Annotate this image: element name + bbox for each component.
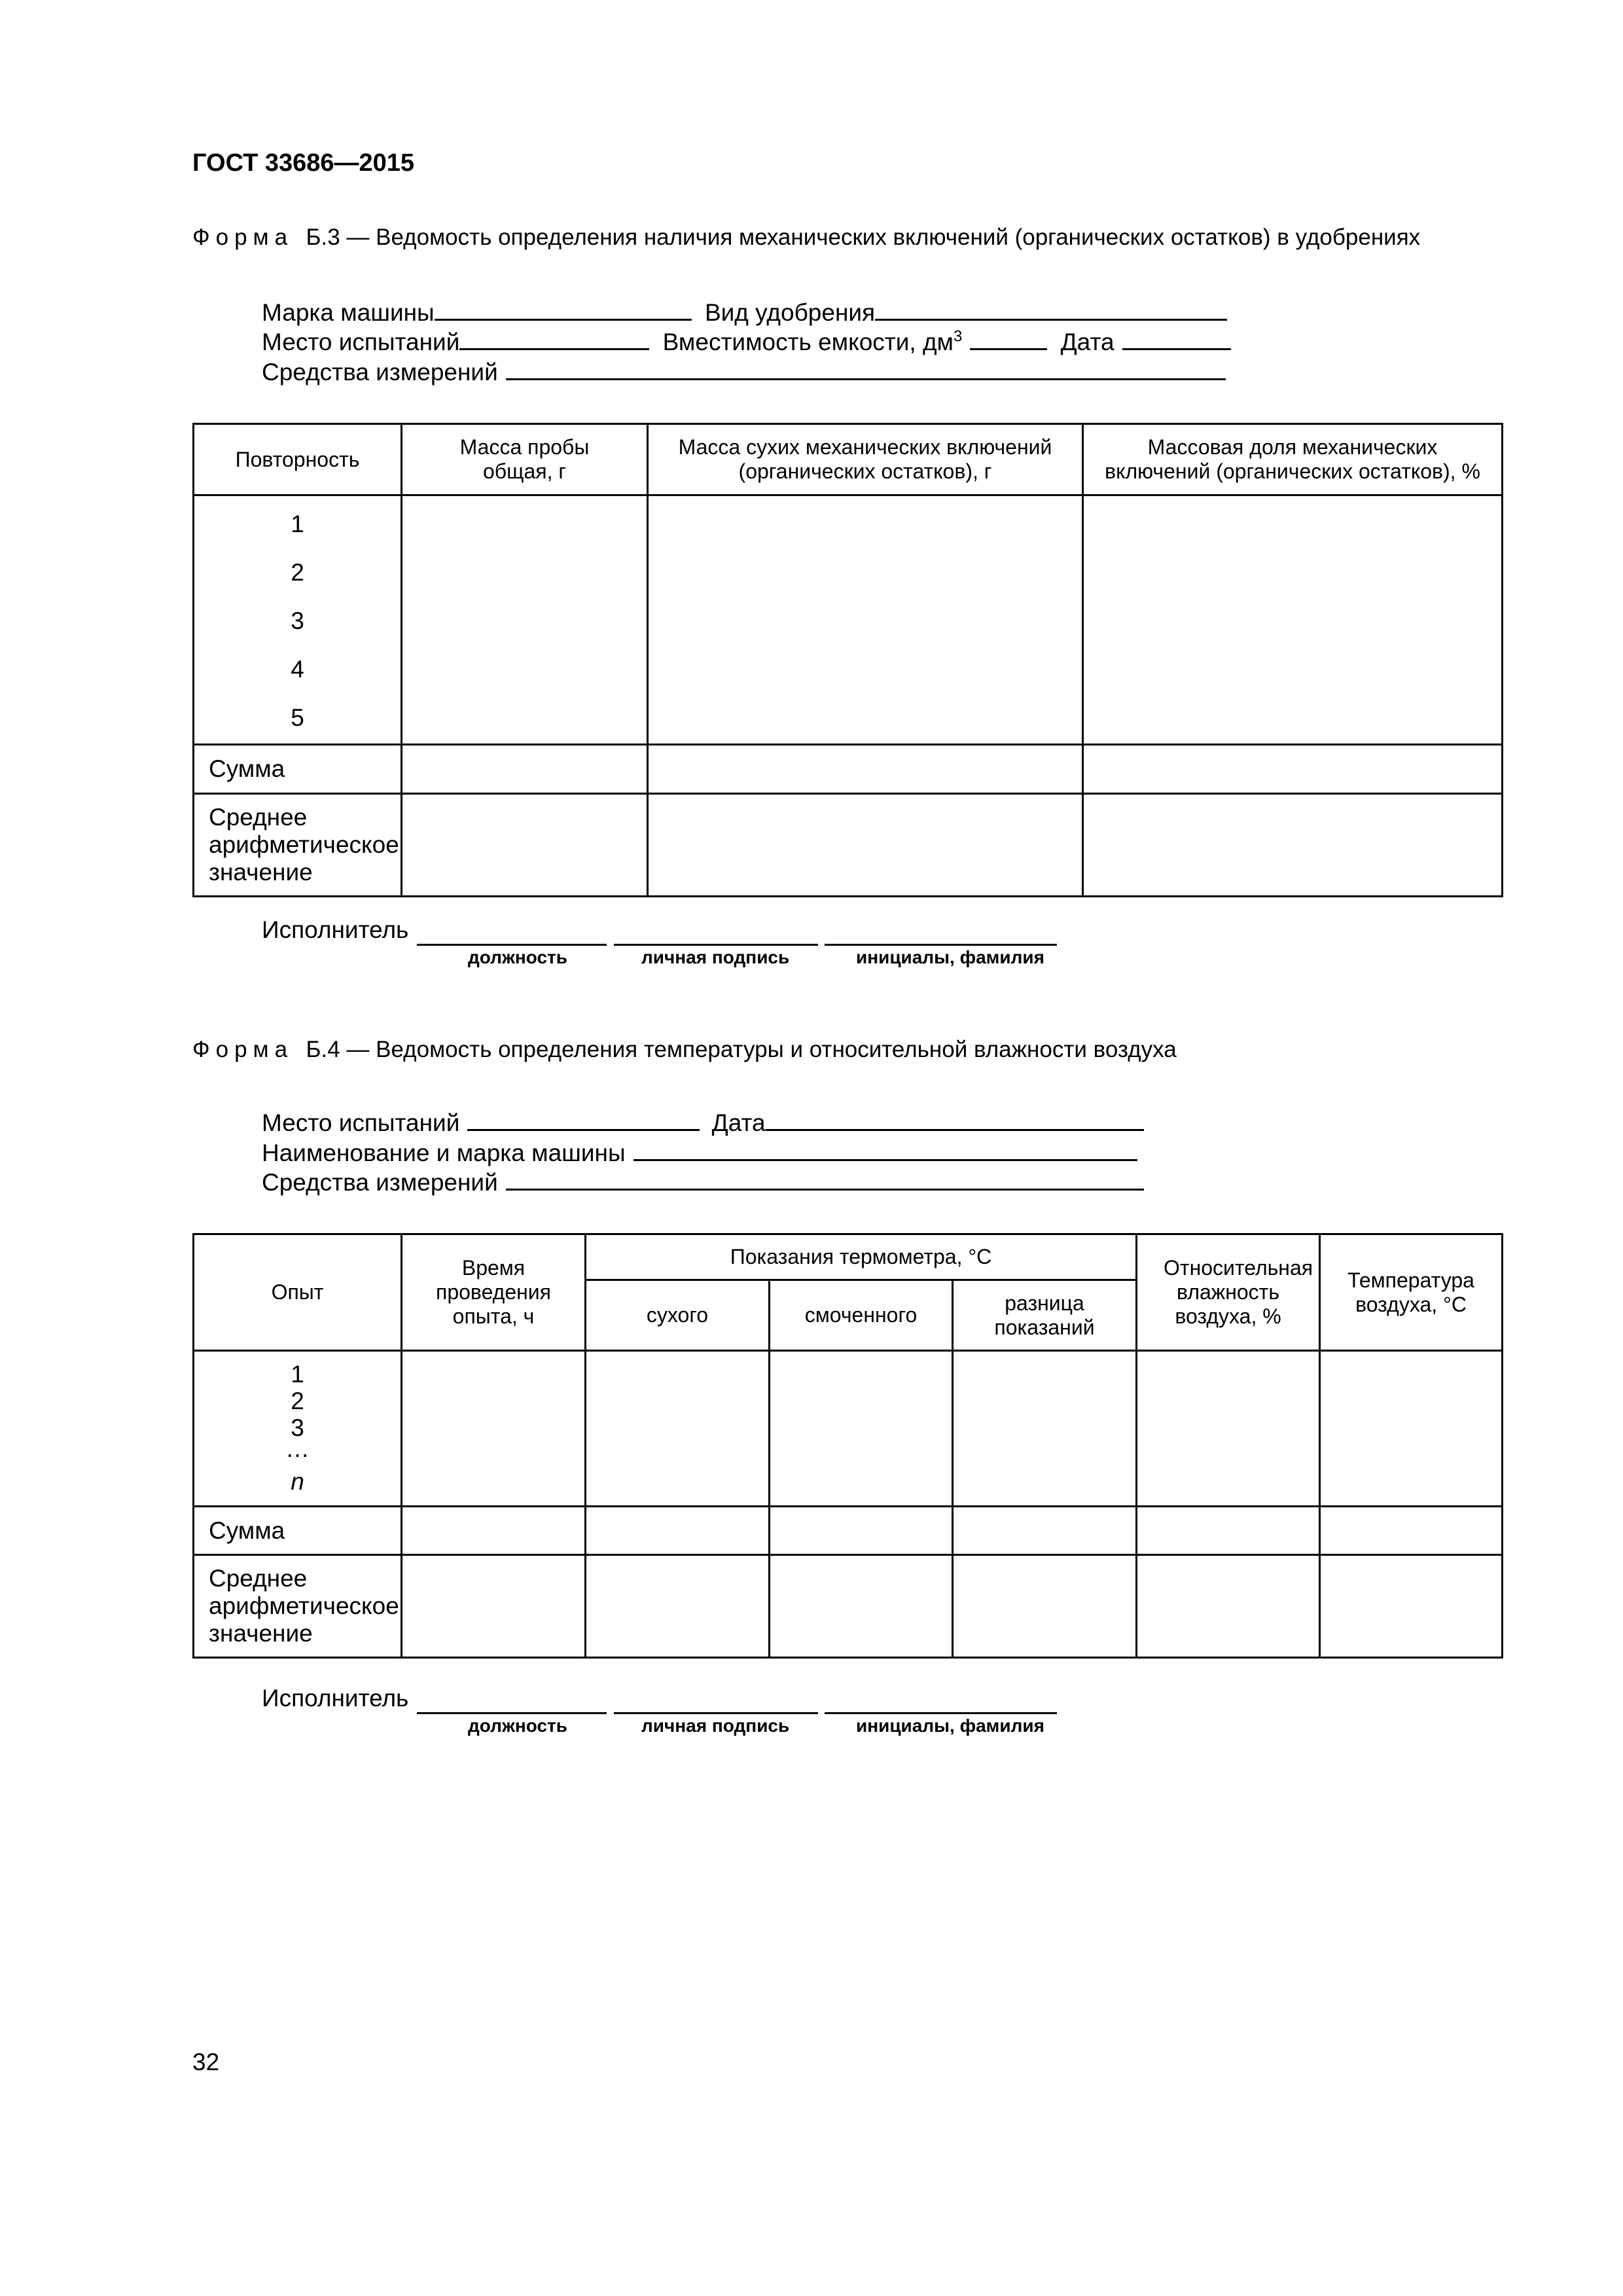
- row-number: 4: [291, 656, 304, 683]
- header-dry-mass: Масса сухих механических включений (органических остатков), г: [648, 424, 1083, 495]
- form-b3-executor: [262, 916, 408, 944]
- form-b3-label: Форма: [192, 224, 294, 250]
- executor-label: Исполнитель: [262, 1685, 409, 1712]
- form-b3-field-row-2: [262, 327, 1231, 356]
- table-cell[interactable]: [402, 1351, 586, 1507]
- name-caption: инициалы, фамилия: [856, 1715, 1044, 1736]
- table-cell[interactable]: [1137, 1351, 1320, 1507]
- date-field[interactable]: [766, 1108, 1144, 1131]
- table-cell[interactable]: [953, 1555, 1137, 1658]
- form-b4-field-row-3: [262, 1168, 1144, 1196]
- table-cell[interactable]: [586, 1555, 770, 1658]
- table-cell[interactable]: [1137, 1555, 1320, 1658]
- machine-brand-label: Марка машины: [262, 299, 435, 326]
- form-b4-data-row: [194, 1351, 1503, 1507]
- measuring-means-field[interactable]: [506, 1168, 1144, 1191]
- test-place-label: Место испытаний: [262, 329, 460, 355]
- table-cell[interactable]: [770, 1507, 953, 1555]
- row-number: 3: [291, 607, 304, 634]
- table-cell[interactable]: [402, 745, 648, 794]
- header-sample-mass: Масса пробы общая, г: [402, 424, 648, 495]
- fertilizer-type-label: Вид удобрения: [704, 299, 876, 326]
- header-diff: разница показаний: [953, 1280, 1137, 1351]
- table-cell[interactable]: [648, 794, 1083, 897]
- header-time: Время проведения опыта, ч: [402, 1234, 586, 1351]
- row-ellipsis: …: [285, 1435, 310, 1462]
- form-b3-title-text: Б.3 — Ведомость определения наличия механических включений (органических остатков) в удобрениях: [306, 224, 1421, 250]
- capacity-unit-sup: 3: [953, 327, 963, 346]
- page-number: 32: [192, 2049, 220, 2075]
- form-b3-header-row: [194, 424, 1503, 495]
- row-number: 2: [291, 559, 304, 586]
- table-cell[interactable]: [402, 794, 648, 897]
- sum-label: Сумма: [194, 1507, 402, 1555]
- form-b3-title: [192, 224, 1420, 251]
- header-thermometer: Показания термометра, °С: [586, 1234, 1137, 1280]
- machine-brand-field[interactable]: [435, 298, 692, 321]
- mean-label: Среднее арифметическое значение: [194, 794, 402, 897]
- table-cell[interactable]: [953, 1507, 1137, 1555]
- form-b4-field-row-2: [262, 1138, 1137, 1167]
- machine-name-field[interactable]: [633, 1138, 1137, 1161]
- date-field[interactable]: [1122, 327, 1231, 350]
- executor-name-field[interactable]: [825, 1691, 1057, 1714]
- table-cell[interactable]: [953, 1351, 1137, 1507]
- signature-caption: личная подпись: [641, 1715, 790, 1736]
- header-wet: смоченного: [770, 1280, 953, 1351]
- name-caption: инициалы, фамилия: [856, 947, 1044, 967]
- mean-label: Среднее арифметическое значение: [194, 1555, 402, 1658]
- executor-signature-field[interactable]: [614, 923, 818, 946]
- measuring-means-label: Средства измерений: [262, 1169, 498, 1196]
- form-b4-label: Форма: [192, 1037, 294, 1062]
- executor-name-field[interactable]: [825, 923, 1057, 946]
- form-b4-mean-row: [194, 1555, 1503, 1658]
- repetition-numbers: [194, 495, 402, 745]
- header-mass-fraction: Массовая доля механических включений (органических остатков), %: [1083, 424, 1503, 495]
- form-b4-title-text: Б.4 — Ведомость определения температуры и относительной влажности воздуха: [306, 1037, 1177, 1062]
- test-place-field[interactable]: [467, 1108, 700, 1131]
- table-cell[interactable]: [648, 745, 1083, 794]
- document-header: ГОСТ 33686—2015: [192, 149, 415, 177]
- row-number: 3: [291, 1414, 304, 1441]
- table-cell[interactable]: [1083, 495, 1503, 745]
- header-temperature: Температура воздуха, °С: [1320, 1234, 1503, 1351]
- table-cell[interactable]: [648, 495, 1083, 745]
- measuring-means-label: Средства измерений: [262, 359, 498, 386]
- executor-position-field[interactable]: [417, 923, 607, 946]
- header-repetition: Повторность: [194, 424, 402, 495]
- header-humidity: Относительная влажность воздуха, %: [1137, 1234, 1320, 1351]
- form-b3-mean-row: [194, 794, 1503, 897]
- capacity-field[interactable]: [970, 327, 1047, 350]
- machine-name-label: Наименование и марка машины: [262, 1139, 626, 1166]
- header-experiment: Опыт: [194, 1234, 402, 1351]
- form-b4-field-row-1: [262, 1108, 1144, 1137]
- executor-signature-field[interactable]: [614, 1691, 818, 1714]
- table-cell[interactable]: [402, 1507, 586, 1555]
- form-b4-header-row-1: [194, 1234, 1503, 1280]
- form-b4-sum-row: [194, 1507, 1503, 1555]
- form-b4-title: [192, 1037, 1177, 1063]
- date-label: Дата: [711, 1109, 766, 1136]
- test-place-field[interactable]: [459, 327, 649, 350]
- form-b4-table: [192, 1233, 1503, 1659]
- fertilizer-type-field[interactable]: [875, 298, 1227, 321]
- table-cell[interactable]: [1137, 1507, 1320, 1555]
- table-cell[interactable]: [770, 1351, 953, 1507]
- table-cell[interactable]: [1320, 1351, 1503, 1507]
- signature-caption: личная подпись: [641, 947, 790, 967]
- experiment-numbers: [194, 1351, 402, 1507]
- executor-position-field[interactable]: [417, 1691, 607, 1714]
- row-number: 5: [291, 704, 304, 731]
- measuring-means-field[interactable]: [506, 357, 1226, 380]
- form-b3-table: [192, 423, 1503, 897]
- table-cell[interactable]: [586, 1507, 770, 1555]
- table-cell[interactable]: [402, 495, 648, 745]
- executor-label: Исполнитель: [262, 916, 409, 943]
- row-number-n: n: [291, 1468, 304, 1495]
- form-b3-sum-row: [194, 745, 1503, 794]
- row-number: 2: [291, 1388, 304, 1414]
- form-b3-data-row: [194, 495, 1503, 745]
- date-label: Дата: [1060, 329, 1115, 355]
- form-b4-executor: [262, 1685, 408, 1712]
- sum-label: Сумма: [194, 745, 402, 794]
- header-dry: сухого: [586, 1280, 770, 1351]
- row-number: 1: [291, 1361, 304, 1388]
- table-cell[interactable]: [1320, 1507, 1503, 1555]
- table-cell[interactable]: [402, 1555, 586, 1658]
- form-b3-field-row-3: [262, 357, 1226, 386]
- position-caption: должность: [468, 1715, 567, 1736]
- capacity-label: Вместимость емкости, дм: [662, 329, 954, 355]
- table-cell[interactable]: [586, 1351, 770, 1507]
- test-place-label: Место испытаний: [262, 1109, 460, 1136]
- row-number: 1: [291, 511, 304, 537]
- form-b3-field-row-1: [262, 298, 1227, 327]
- table-cell[interactable]: [770, 1555, 953, 1658]
- table-cell[interactable]: [1083, 745, 1503, 794]
- table-cell[interactable]: [1320, 1555, 1503, 1658]
- table-cell[interactable]: [1083, 794, 1503, 897]
- position-caption: должность: [468, 947, 567, 967]
